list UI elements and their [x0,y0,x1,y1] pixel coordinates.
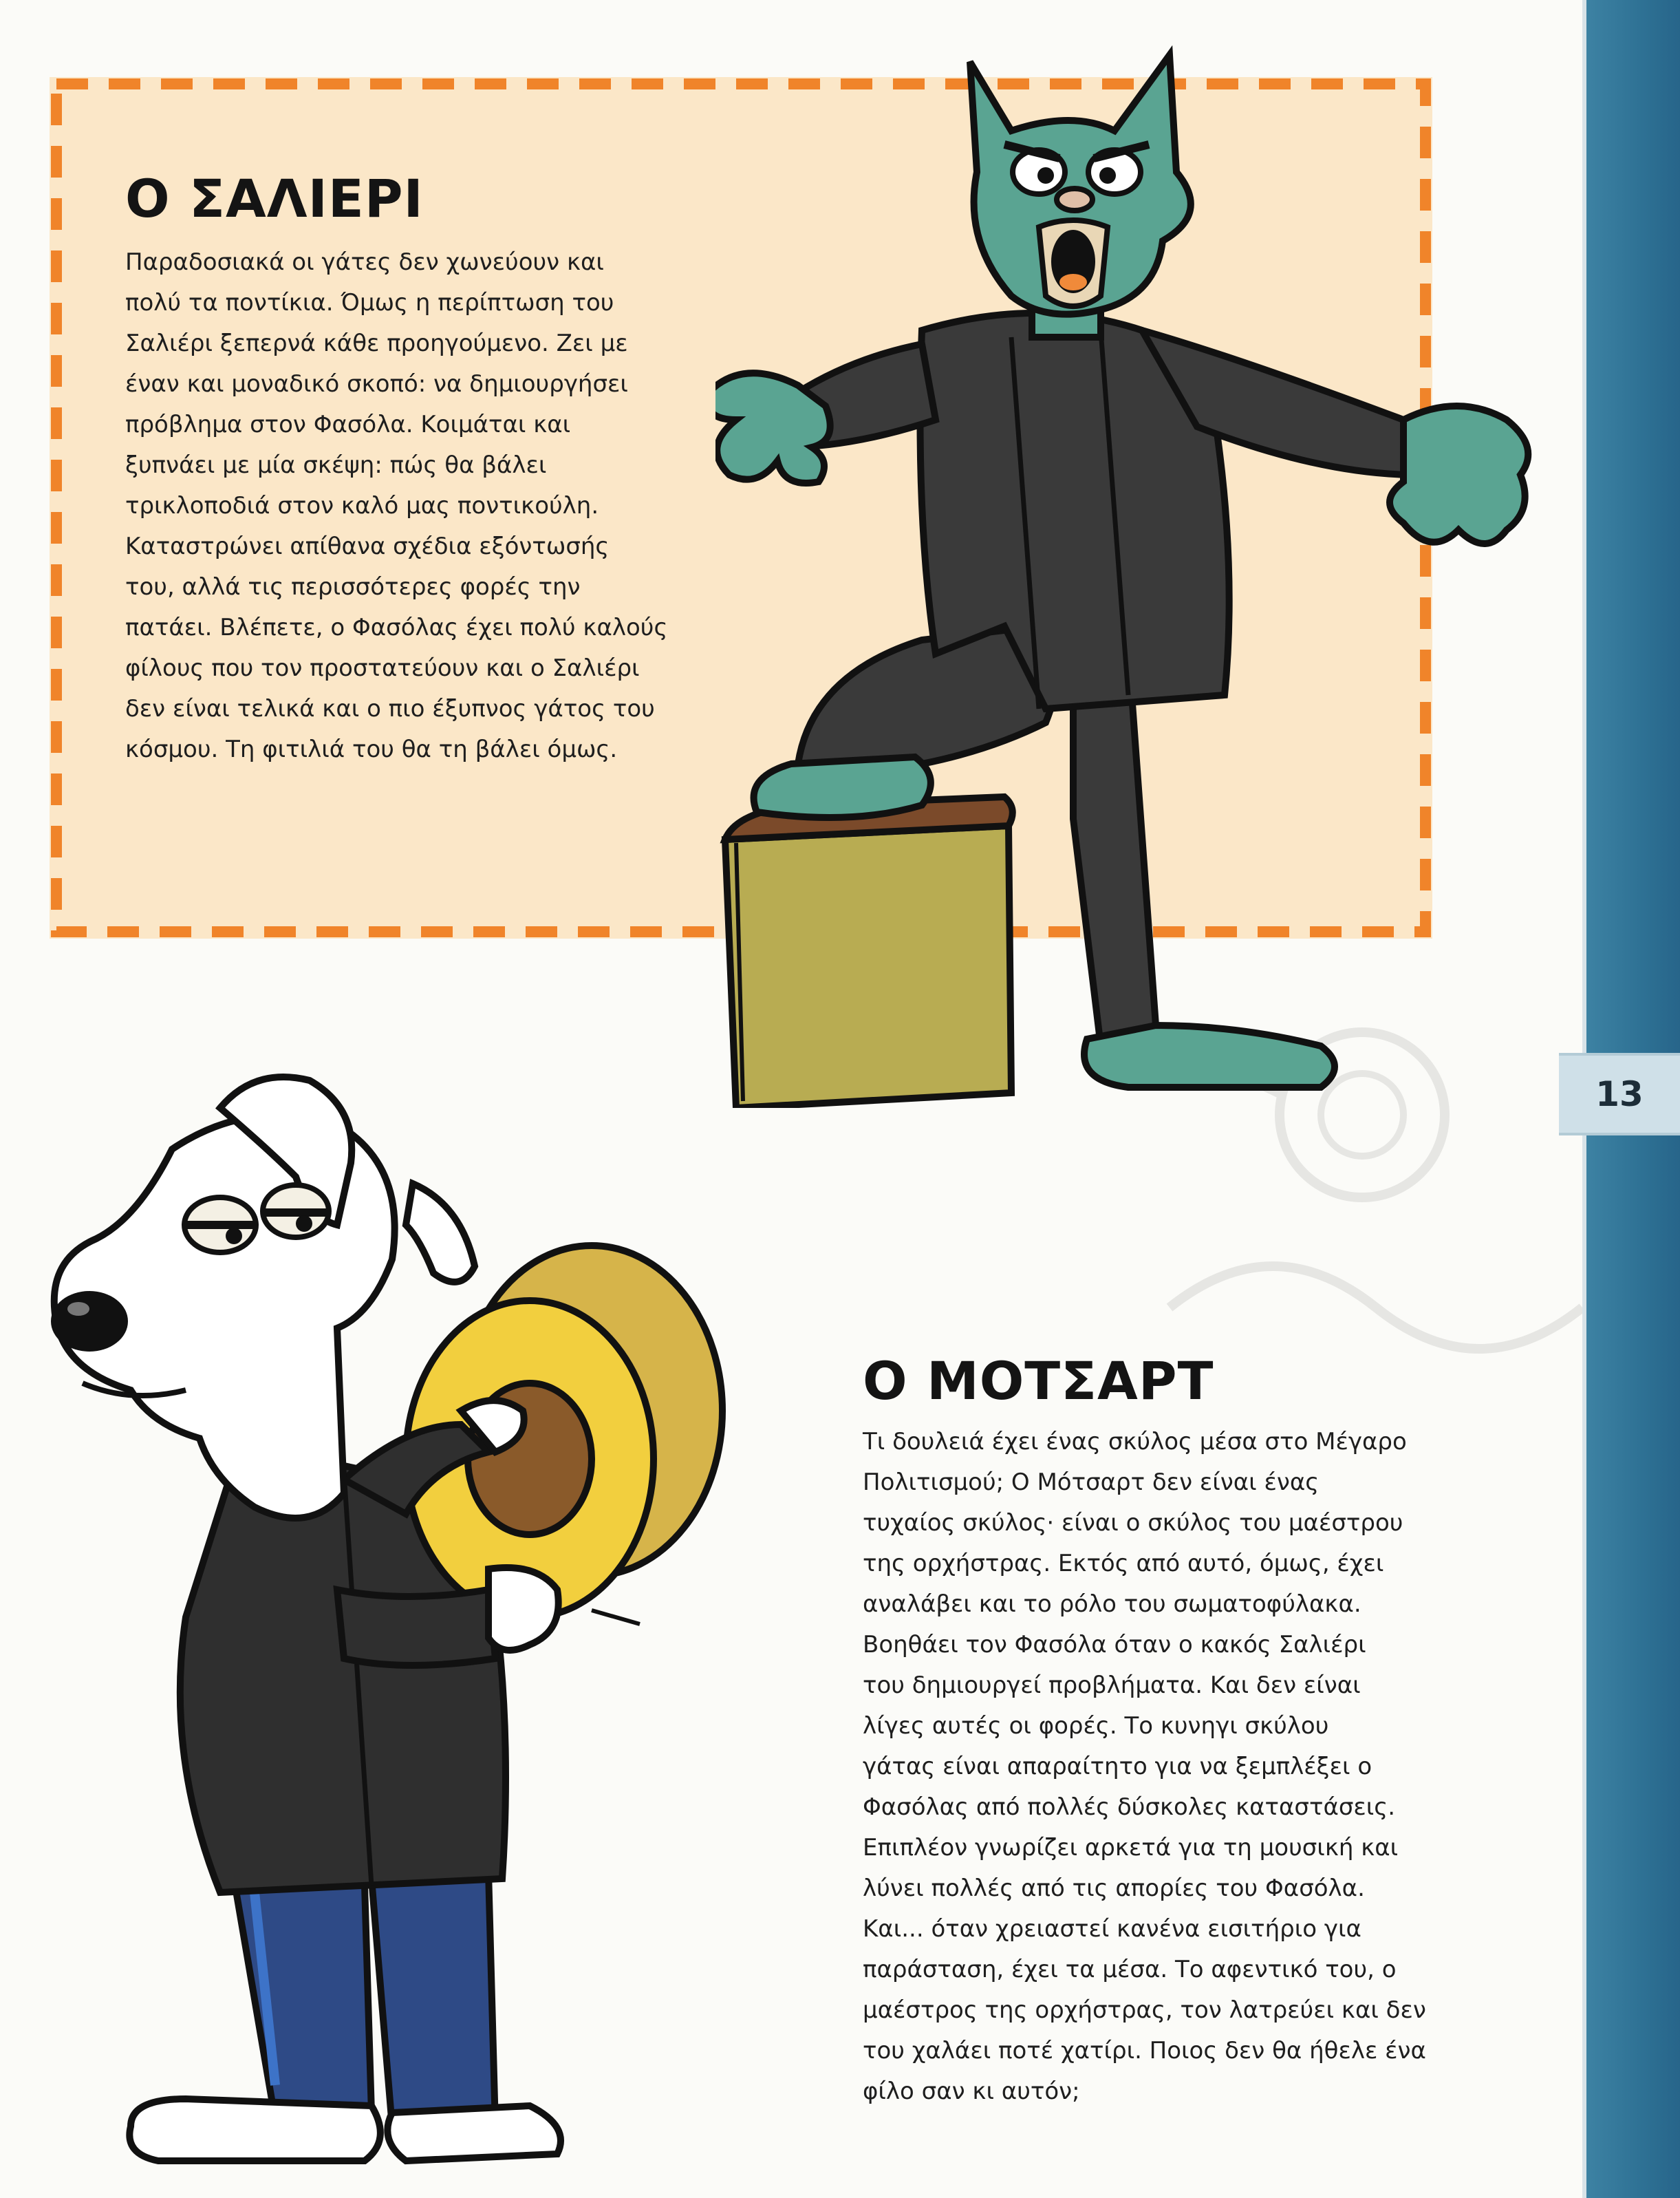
motsart-title: Ο ΜΟΤΣΑΡΤ [863,1350,1214,1411]
text-line: δεν είναι τελικά και ο πιο έξυπνος γάτος του [125,695,655,723]
text-line: Σαλιέρι ξεπερνά κάθε προηγούμενο. Ζει με [125,330,628,357]
text-line: Επιπλέον γνωρίζει αρκετά για τη μουσική και [863,1834,1399,1861]
text-line: μαέστρος της ορχήστρας, τον λατρεύει και δεν [863,1996,1426,2024]
text-line: κόσμου. Τη φιτιλιά του θα τη βάλει όμως. [125,736,618,763]
crate [725,797,1013,1108]
text-line: έναν και μοναδικό σκοπό: να δημιουργήσει [125,370,628,398]
text-line: Καταστρώνει απίθανα σχέδια εξόντωσής [125,533,610,560]
page-number: 13 [1595,1074,1644,1114]
text-line: παράσταση, έχει τα μέσα. Το αφεντικό του, ο [863,1956,1397,1983]
salieri-body-text [125,242,667,770]
text-line: Πολιτισμού; Ο Μότσαρτ δεν είναι ένας [863,1469,1320,1496]
text-line: λίγες αυτές οι φορές. Το κυνηγι σκύλου [863,1712,1329,1740]
text-line: Βοηθάει τον Φασόλα όταν ο κακός Σαλιέρι [863,1631,1366,1658]
text-line: φίλο σαν κι αυτόν; [863,2078,1080,2105]
text-line: του χαλάει ποτέ χατίρι. Ποιος δεν θα ήθελε ένα [863,2037,1426,2064]
salieri-cat-illustration [715,34,1610,1108]
text-line: λύνει πολλές από τις απορίες του Φασόλα. [863,1875,1365,1902]
motsart-body-text [863,1422,1426,2112]
text-line: του, αλλά τις περισσότερες φορές την [125,573,581,601]
text-line: Παραδοσιακά οι γάτες δεν χωνεύουν και [125,248,604,276]
text-line: ξυπνάει με μία σκέψη: πώς θα βάλει [125,451,547,479]
motsart-dog-illustration [48,1067,819,2181]
text-line: τρικλοποδιά στον καλό μας ποντικούλη. [125,492,599,520]
text-line: πατάει. Βλέπετε, ο Φασόλας έχει πολύ καλούς [125,614,668,641]
text-line: Τι δουλειά έχει ένας σκύλος μέσα στο Μέγαρο [863,1428,1407,1455]
text-line: Και... όταν χρειαστεί κανένα εισιτήριο για [863,1915,1361,1943]
salieri-title: Ο ΣΑΛΙΕΡΙ [125,168,424,229]
text-line: της ορχήστρας. Εκτός από αυτό, όμως, έχει [863,1550,1384,1577]
text-line: πολύ τα ποντίκια. Όμως η περίπτωση του [125,289,614,317]
text-line: τυχαίος σκύλος· είναι ο σκύλος του μαέστρου [863,1509,1403,1537]
text-line: του δημιουργεί προβλήματα. Και δεν είναι [863,1672,1361,1699]
text-line: φίλους που τον προστατεύουν και ο Σαλιέρι [125,654,640,682]
text-line: πρόβλημα στον Φασόλα. Κοιμάται και [125,411,571,438]
text-line: γάτας είναι απαραίτητο για να ξεμπλέξει ο [863,1753,1372,1780]
text-line: αναλάβει και το ρόλο του σωματοφύλακα. [863,1590,1361,1618]
text-line: Φασόλας από πολλές δύσκολες καταστάσεις. [863,1793,1396,1821]
